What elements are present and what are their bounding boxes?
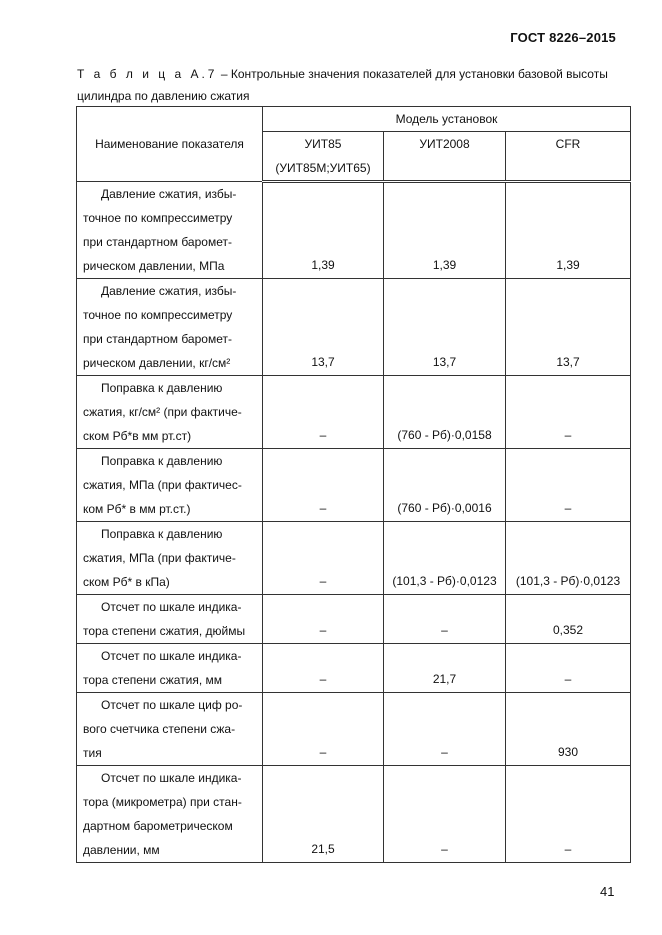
header-row-group <box>77 107 631 132</box>
value-cell: – <box>263 376 384 449</box>
model-header <box>263 132 384 182</box>
indicator-name-line: дартном барометрическом <box>83 819 233 833</box>
caption-text: – Контрольные значения показателей для установки базовой высоты цилиндра по давлению сжатия <box>77 67 608 103</box>
table-row <box>77 595 631 644</box>
indicator-name-cell <box>77 449 263 522</box>
indicator-name-line: сжатия, кг/см² (при фактиче- <box>83 405 242 419</box>
indicator-name-cell <box>77 693 263 766</box>
model-variants: (УИТ85М;УИТ65) <box>275 161 371 175</box>
table-row <box>77 644 631 693</box>
table-caption <box>77 63 617 107</box>
page-number: 41 <box>600 884 615 899</box>
indicator-name-line: Отсчет по шкале циф ро- <box>101 698 243 712</box>
model-group-header: Модель установок <box>263 107 631 132</box>
table-row <box>77 693 631 766</box>
indicator-name-line: сжатия, МПа (при фактичес- <box>83 478 242 492</box>
value-cell: – <box>263 449 384 522</box>
value-cell: – <box>506 449 631 522</box>
table-row <box>77 182 631 279</box>
value-cell: – <box>506 644 631 693</box>
indicator-name-line: ском Рб*в мм рт.ст) <box>83 429 192 443</box>
model-header <box>506 132 631 182</box>
value-cell: 1,39 <box>263 182 384 279</box>
value-cell: (760 - Рб)·0,0158 <box>384 376 506 449</box>
indicator-name-cell <box>77 766 263 863</box>
table-body <box>77 182 631 863</box>
value-cell: 1,39 <box>506 182 631 279</box>
value-cell: (101,3 - Рб)·0,0123 <box>506 522 631 595</box>
model-name: УИТ2008 <box>419 137 470 151</box>
indicator-name-line: рическом давлении, МПа <box>83 259 225 273</box>
table-row <box>77 376 631 449</box>
name-column-header: Наименование показателя <box>77 107 263 182</box>
indicator-name-cell <box>77 182 263 279</box>
model-name: УИТ85 <box>304 137 342 151</box>
indicator-name-line: при стандартном баромет- <box>83 332 232 346</box>
value-cell: 13,7 <box>506 279 631 376</box>
indicator-name-line: ском Рб* в кПа) <box>83 575 170 589</box>
model-name: CFR <box>555 137 581 151</box>
value-cell: – <box>263 595 384 644</box>
value-cell: – <box>506 766 631 863</box>
indicator-name-line: Отсчет по шкале индика- <box>101 771 242 785</box>
indicator-name-line: давлении, мм <box>83 843 160 857</box>
value-cell: – <box>263 644 384 693</box>
indicator-name-cell <box>77 644 263 693</box>
table-row <box>77 766 631 863</box>
value-cell: 930 <box>506 693 631 766</box>
indicator-name-line: тия <box>83 746 102 760</box>
indicator-name-line: тора (микрометра) при стан- <box>83 795 242 809</box>
value-cell: – <box>506 376 631 449</box>
indicator-name-line: точное по компрессиметру <box>83 308 233 322</box>
indicator-name-line: точное по компрессиметру <box>83 211 233 225</box>
indicator-name-line: вого счетчика степени сжа- <box>83 722 236 736</box>
caption-label: Т а б л и ц а А.7 <box>77 67 218 81</box>
value-cell: – <box>263 693 384 766</box>
table-row <box>77 449 631 522</box>
indicator-name-line: тора степени сжатия, мм <box>83 673 223 687</box>
indicator-name-line: тора степени сжатия, дюймы <box>83 624 246 638</box>
indicator-name-cell <box>77 595 263 644</box>
table-row <box>77 279 631 376</box>
value-cell: – <box>384 595 506 644</box>
value-cell: 13,7 <box>263 279 384 376</box>
indicator-name-line: Давление сжатия, избы- <box>101 187 237 201</box>
indicator-name-cell <box>77 279 263 376</box>
value-cell: 1,39 <box>384 182 506 279</box>
indicator-name-line: Отсчет по шкале индика- <box>101 649 242 663</box>
indicator-name-line: сжатия, МПа (при фактиче- <box>83 551 236 565</box>
value-cell: (101,3 - Рб)·0,0123 <box>384 522 506 595</box>
indicator-name-line: Поправка к давлению <box>101 454 223 468</box>
indicator-name-line: ком Рб* в мм рт.ст.) <box>83 502 191 516</box>
indicator-name-line: при стандартном баромет- <box>83 235 232 249</box>
value-cell: – <box>384 766 506 863</box>
data-table <box>76 106 631 863</box>
value-cell: 13,7 <box>384 279 506 376</box>
value-cell: 21,7 <box>384 644 506 693</box>
value-cell: 21,5 <box>263 766 384 863</box>
value-cell: – <box>384 693 506 766</box>
indicator-name-cell <box>77 522 263 595</box>
indicator-name-line: Отсчет по шкале индика- <box>101 600 242 614</box>
indicator-name-cell <box>77 376 263 449</box>
indicator-name-line: рическом давлении, кг/см² <box>83 356 231 370</box>
indicator-name-line: Давление сжатия, избы- <box>101 284 237 298</box>
indicator-name-line: Поправка к давлению <box>101 527 223 541</box>
table-row <box>77 522 631 595</box>
standard-number: ГОСТ 8226–2015 <box>510 30 616 45</box>
indicator-name-line: Поправка к давлению <box>101 381 223 395</box>
value-cell: – <box>263 522 384 595</box>
value-cell: 0,352 <box>506 595 631 644</box>
model-header <box>384 132 506 182</box>
value-cell: (760 - Рб)·0,0016 <box>384 449 506 522</box>
